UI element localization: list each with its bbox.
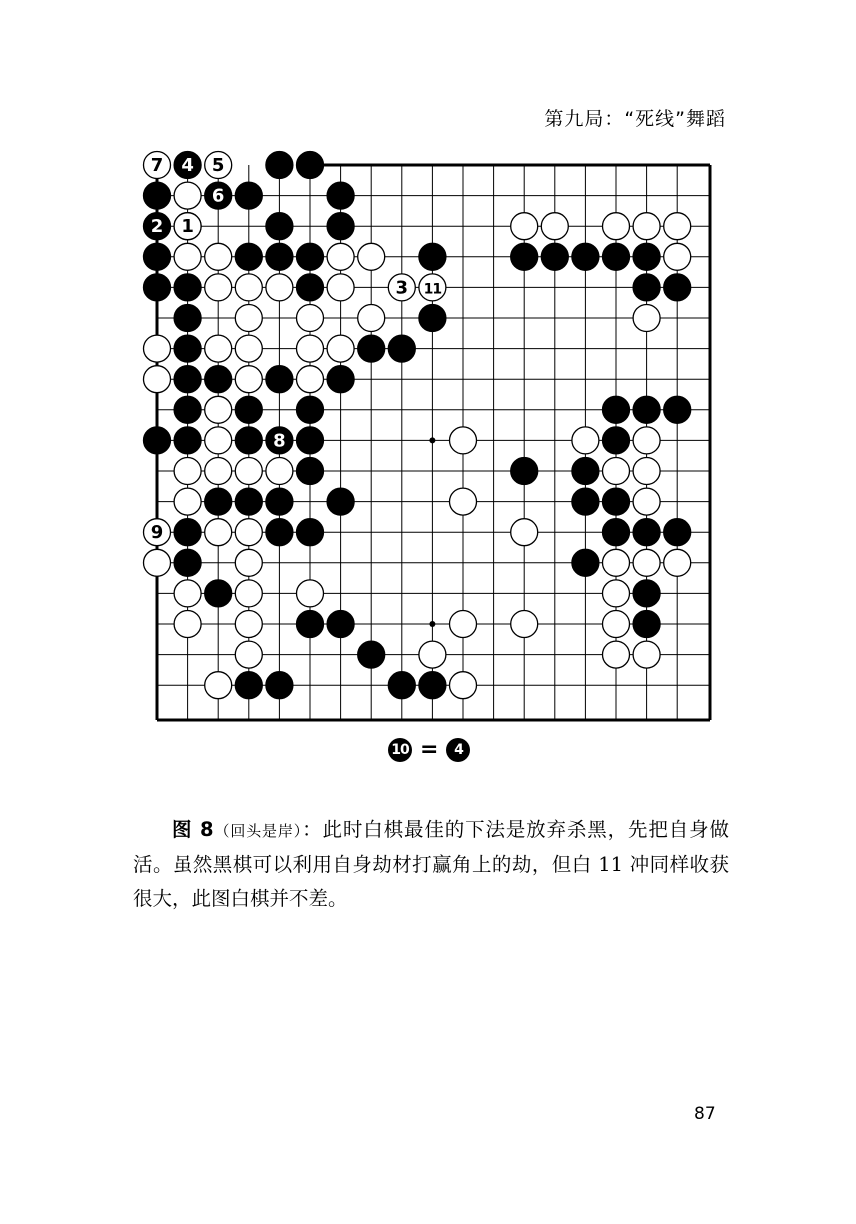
white-stone: [603, 641, 630, 668]
commentary-body: ：此时白棋最佳的下法是放弃杀黑，先把自身做活。虽然黑棋可以利用自身劫材打赢角上的劫，但白 11 冲同样收获很大，此图白棋并不差。: [133, 818, 729, 910]
black-stone: [388, 335, 415, 362]
white-stone: [235, 641, 262, 668]
white-stone: [205, 519, 232, 546]
black-stone: [235, 396, 262, 423]
white-stone: [633, 213, 660, 240]
black-stone: [603, 243, 630, 270]
black-stone: [633, 611, 660, 638]
white-stone: [419, 641, 446, 668]
black-stone: [174, 396, 201, 423]
black-stone: [633, 396, 660, 423]
black-stone: [358, 641, 385, 668]
move-number-label: 2: [150, 216, 164, 238]
white-stone: [664, 243, 691, 270]
white-stone: [450, 672, 477, 699]
black-stone: [327, 213, 354, 240]
equals-sign: =: [420, 737, 439, 762]
move-number-label: 9: [150, 522, 164, 544]
white-stone: [235, 305, 262, 332]
black-stone: [174, 549, 201, 576]
white-stone: [144, 335, 171, 362]
black-stone: [266, 366, 293, 393]
white-stone: [266, 458, 293, 485]
black-stone: [572, 458, 599, 485]
star-point: [429, 621, 435, 627]
black-stone: [266, 519, 293, 546]
move-number-label: 5: [211, 155, 225, 176]
white-stone: [511, 519, 538, 546]
black-stone: [266, 243, 293, 270]
move-caption: [388, 737, 470, 762]
white-stone: [633, 641, 660, 668]
white-stone: [235, 274, 262, 301]
move-10-black-stone: 10: [388, 738, 412, 762]
black-stone: [664, 519, 691, 546]
move-number-label: 7: [150, 155, 164, 176]
white-stone: [633, 427, 660, 454]
black-stone: [419, 672, 446, 699]
black-stone: [327, 611, 354, 638]
black-stone: [297, 519, 324, 546]
white-stone: [205, 243, 232, 270]
white-stone: [450, 427, 477, 454]
black-stone: [144, 274, 171, 301]
white-stone: [297, 580, 324, 607]
black-stone: [266, 152, 293, 179]
white-stone: [511, 611, 538, 638]
black-stone: [603, 519, 630, 546]
star-point: [429, 437, 435, 443]
black-stone: [205, 366, 232, 393]
black-stone: [174, 335, 201, 362]
black-stone: [205, 580, 232, 607]
white-stone: [235, 580, 262, 607]
black-stone: [297, 243, 324, 270]
black-stone: [235, 427, 262, 454]
black-stone: [664, 396, 691, 423]
move-number-label: 11: [423, 281, 442, 298]
white-stone: [205, 396, 232, 423]
white-stone: [144, 366, 171, 393]
white-stone: [174, 488, 201, 515]
white-stone: [174, 243, 201, 270]
black-stone: [419, 243, 446, 270]
move-4-black-stone: 4: [446, 738, 470, 762]
white-stone: [174, 182, 201, 209]
black-stone: [144, 182, 171, 209]
black-stone: [174, 366, 201, 393]
move-number-label: 1: [181, 216, 194, 238]
black-stone: [633, 243, 660, 270]
white-stone: [327, 243, 354, 270]
black-stone: [664, 274, 691, 301]
move-number-label: 4: [181, 155, 194, 176]
black-stone: [633, 274, 660, 301]
black-stone: [327, 366, 354, 393]
black-stone: [572, 549, 599, 576]
white-stone: [603, 549, 630, 576]
black-stone: [419, 305, 446, 332]
black-stone: [266, 672, 293, 699]
black-stone: [327, 182, 354, 209]
white-stone: [358, 243, 385, 270]
black-stone: [297, 458, 324, 485]
black-stone: [174, 305, 201, 332]
black-stone: [174, 274, 201, 301]
black-stone: [205, 488, 232, 515]
white-stone: [205, 458, 232, 485]
black-stone: [174, 519, 201, 546]
black-stone: [297, 274, 324, 301]
white-stone: [235, 611, 262, 638]
black-stone: [297, 427, 324, 454]
black-stone: [358, 335, 385, 362]
black-stone: [572, 243, 599, 270]
figure-note: （回头是岸）: [213, 822, 303, 840]
white-stone: [572, 427, 599, 454]
white-stone: [205, 274, 232, 301]
white-stone: [297, 335, 324, 362]
white-stone: [541, 213, 568, 240]
black-stone: [144, 243, 171, 270]
black-stone: [174, 427, 201, 454]
white-stone: [603, 458, 630, 485]
white-stone: [603, 611, 630, 638]
white-stone: [235, 335, 262, 362]
white-stone: [174, 458, 201, 485]
white-stone: [297, 366, 324, 393]
white-stone: [174, 611, 201, 638]
white-stone: [205, 427, 232, 454]
white-stone: [358, 305, 385, 332]
white-stone: [664, 549, 691, 576]
white-stone: [327, 335, 354, 362]
black-stone: [603, 427, 630, 454]
white-stone: [603, 580, 630, 607]
white-stone: [144, 549, 171, 576]
black-stone: [266, 213, 293, 240]
black-stone: [603, 488, 630, 515]
black-stone: [541, 243, 568, 270]
white-stone: [235, 519, 262, 546]
black-stone: [235, 182, 262, 209]
white-stone: [633, 549, 660, 576]
black-stone: [297, 396, 324, 423]
page-number: 87: [694, 1104, 716, 1124]
white-stone: [205, 672, 232, 699]
black-stone: [144, 427, 171, 454]
commentary-paragraph: [133, 813, 729, 916]
black-stone: [266, 488, 293, 515]
white-stone: [205, 335, 232, 362]
black-stone: [511, 458, 538, 485]
black-stone: [511, 243, 538, 270]
black-stone: [235, 488, 262, 515]
white-stone: [266, 274, 293, 301]
commentary: [133, 813, 729, 916]
black-stone: [297, 152, 324, 179]
white-stone: [235, 366, 262, 393]
black-stone: [235, 672, 262, 699]
black-stone: [572, 488, 599, 515]
black-stone: [327, 488, 354, 515]
white-stone: [450, 488, 477, 515]
move-number-label: 3: [395, 277, 409, 299]
white-stone: [235, 458, 262, 485]
black-stone: [603, 396, 630, 423]
move-number-label: 6: [211, 185, 225, 207]
black-stone: [297, 611, 324, 638]
running-title: 第九局：“死线”舞蹈: [544, 108, 726, 130]
white-stone: [633, 458, 660, 485]
white-stone: [664, 213, 691, 240]
black-stone: [633, 519, 660, 546]
black-stone: [388, 672, 415, 699]
white-stone: [297, 305, 324, 332]
white-stone: [174, 580, 201, 607]
white-stone: [603, 213, 630, 240]
white-stone: [511, 213, 538, 240]
figure-label: 图 8: [172, 818, 214, 841]
white-stone: [633, 305, 660, 332]
white-stone: [450, 611, 477, 638]
black-stone: [633, 580, 660, 607]
white-stone: [327, 274, 354, 301]
move-number-label: 8: [273, 430, 286, 452]
white-stone: [235, 549, 262, 576]
white-stone: [633, 488, 660, 515]
black-stone: [235, 243, 262, 270]
